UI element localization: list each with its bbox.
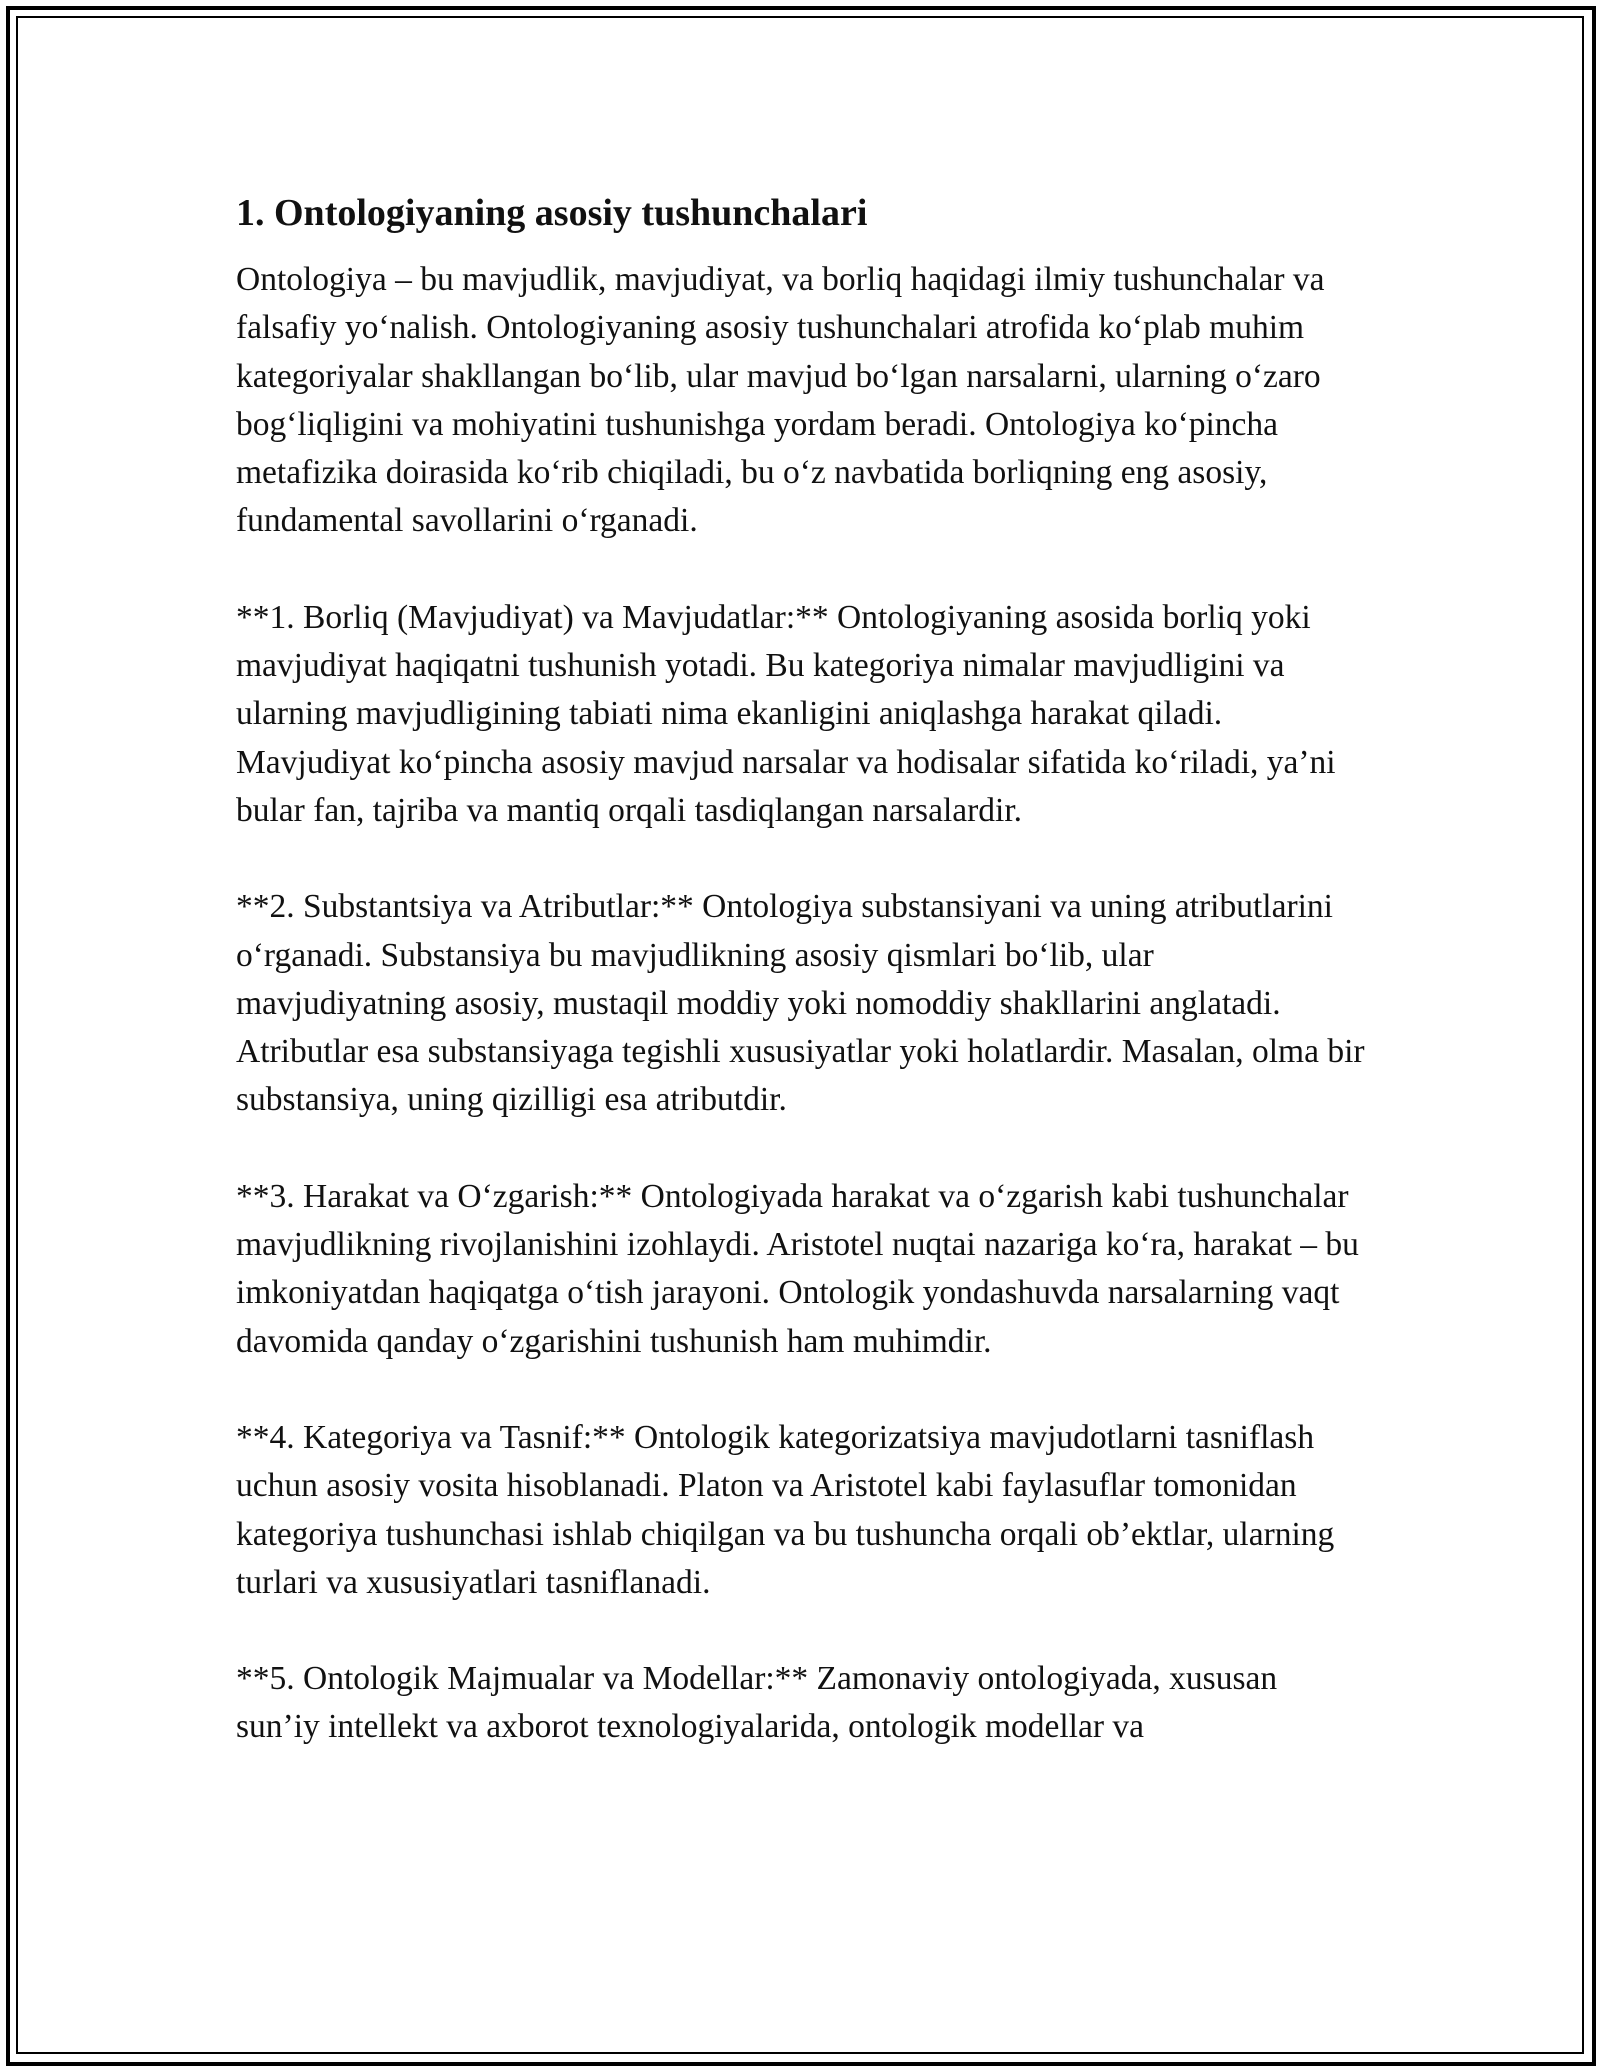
paragraph-substantsiya: **2. Substantsiya va Atributlar:** Ontologiya substansiyani va uning atributlarini o‘rganadi. Substansiya bu mavjudlikning asosiy qismlari bo‘lib, ular mavjudiyatning asosiy, mustaqil moddiy yoki nomoddiy shakllarini anglatadi. Atributlar esa substansiyaga tegishli xususiyatlar yoki holatlardir. Masalan, olma bir substansiya, uning qizilligi esa atributdir.: [236, 888, 1365, 1119]
section-heading: 1. Ontologiyaning asosiy tushunchalari: [236, 192, 868, 234]
paragraph-kategoriya: **4. Kategoriya va Tasnif:** Ontologik kategorizatsiya mavjudotlarni tasniflash uchun asosiy vosita hisoblanadi. Platon va Aristotel kabi faylasuflar tomonidan kategoriya tushunchasi ishlab chiqilgan va bu tushuncha orqali ob’ektlar, ularning turlari va xususiyatlari tasniflanadi.: [236, 1418, 1335, 1601]
paragraph-borliq: **1. Borliq (Mavjudiyat) va Mavjudatlar:** Ontologiyaning asosida borliq yoki mavjudiyat haqiqatni tushunish yotadi. Bu kategoriya nimalar mavjudligini va ularning mavjudligining tabiati nima ekanligini aniqlashga harakat qiladi. Mavjudiyat ko‘pincha asosiy mavjud narsalar va hodisalar sifatida ko‘riladi, ya’ni bular fan, tajriba va mantiq orqali tasdiqlangan narsalardir.: [236, 598, 1336, 829]
intro-paragraph: Ontologiya – bu mavjudlik, mavjudiyat, va borliq haqidagi ilmiy tushunchalar va falsafiy yo‘nalish. Ontologiyaning asosiy tushunchalari atrofida ko‘plab muhim kategoriyalar shakllangan bo‘lib, ular mavjud bo‘lgan narsalarni, ularning o‘zaro bog‘liqligini va mohiyatini tushunishga yordam beradi. Ontologiya ko‘pincha metafizika doirasida ko‘rib chiqiladi, bu o‘z navbatida borliqning eng asosiy, fundamental savollarini o‘rganadi.: [236, 261, 1325, 540]
paragraph-harakat: **3. Harakat va O‘zgarish:** Ontologiyada harakat va o‘zgarish kabi tushunchalar mavjudlikning rivojlanishini izohlaydi. Aristotel nuqtai nazariga ko‘ra, harakat – bu imkoniyatdan haqiqatga o‘tish jarayoni. Ontologik yondashuvda narsalarning vaqt davomida qanday o‘zgarishini tushunish ham muhimdir.: [236, 1177, 1359, 1360]
paragraph-majmualar: **5. Ontologik Majmualar va Modellar:** Zamonaviy ontologiyada, xususan sun’iy intellekt va axborot texnologiyalarida, ontologik modellar va: [236, 1660, 1278, 1746]
document-body: [236, 188, 1366, 1800]
